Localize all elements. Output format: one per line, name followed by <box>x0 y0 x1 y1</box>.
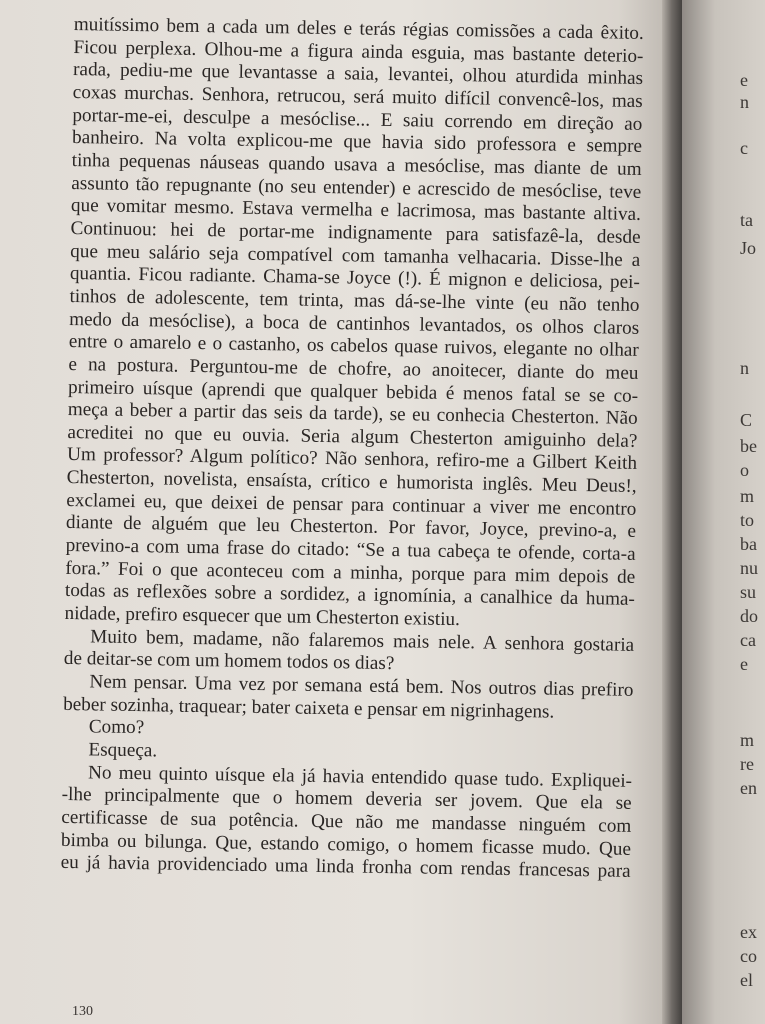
facing-page-fragment: o <box>740 460 749 480</box>
facing-page-fragment: en <box>740 778 757 798</box>
text-line: Nem pensar. Uma vez por semana está bem. Nos outros dias prefiro <box>89 671 634 701</box>
text-line: muitíssimo bem a cada um deles e terás régias comissões a cada êxito. <box>73 14 644 44</box>
facing-page-fragment: el <box>740 970 753 990</box>
facing-page-fragment: ca <box>740 630 756 650</box>
text-line: entre o amarelo e o castanho, os cabelos quase ruivos, elegante no olhar <box>68 331 639 362</box>
text-line: fora.” Foi o que aconteceu com a minha, porque para mim depois de <box>65 557 636 588</box>
text-line: primeiro uísque (aprendi que qualquer bebida é menos fatal se se co- <box>67 376 639 407</box>
text-line: bimba ou bilunga. Que, estando comigo, o homem ficasse mudo. Que <box>60 829 632 860</box>
text-line: Um professor? Algum político? Não senhora, refiro-me a Gilbert Keith <box>66 444 638 475</box>
text-line: Chesterton, novelista, ensaísta, crítico e humorista inglês. Meu Deus!, <box>66 467 637 498</box>
text-line: banheiro. Na volta explicou-me que havia sido professora e sempre <box>71 127 643 158</box>
facing-page-fragment: do <box>740 606 758 626</box>
book-right-page-edge <box>682 0 765 1024</box>
page-number: 130 <box>72 1004 93 1019</box>
text-line: meça a beber a partir das seis da tarde), se eu conhecia Chesterton. Não <box>67 399 638 430</box>
facing-page-fragment: m <box>740 486 755 506</box>
facing-page-fragment: n <box>740 92 749 112</box>
text-line: tinhos de adolescente, tem trinta, mas dá-se-lhe vinte (eu não tenho <box>69 285 640 316</box>
facing-page-fragment: C <box>740 410 753 430</box>
facing-page-fragment: e <box>740 70 748 90</box>
facing-page-fragment: su <box>740 582 757 602</box>
text-line: todas as reflexões sobre a sordidez, a ignomínia, a canalhice da huma- <box>64 580 636 611</box>
text-line: Ficou perplexa. Olhou-me a figura ainda esguia, mas bastante deterio- <box>73 36 644 67</box>
text-line: diante de alguém que leu Chesterton. Por favor, Joyce, previno-a, e <box>65 512 637 543</box>
facing-page-fragment: re <box>740 754 754 774</box>
text-line: acreditei no que eu ouvia. Seria algum Chesterton amiguinho dela? <box>67 421 638 452</box>
text-line: que meu salário seja compatível com tamanha velhacaria. Disse-lhe a <box>70 240 641 271</box>
text-line: Muito bem, madame, não falaremos mais nele. A senhora gostaria <box>90 626 635 656</box>
text-line: Esqueça. <box>88 739 158 762</box>
facing-page-fragment: nu <box>740 558 758 578</box>
text-line: de deitar-se com um homem todos os dias? <box>63 648 395 675</box>
facing-page-fragment: e <box>740 654 748 674</box>
facing-page-fragment: to <box>740 510 755 530</box>
facing-page-fragment: be <box>740 436 757 456</box>
facing-page-fragment: co <box>740 946 757 966</box>
text-line: rada, pediu-me que levantasse a saia, levantei, olhou aturdida minhas <box>72 59 644 90</box>
text-line: coxas murchas. Senhora, retrucou, será muito difícil convencê-los, mas <box>72 81 643 112</box>
text-line: exclamei eu, que deixei de pensar para continuar a viver me encontro <box>66 489 637 520</box>
text-line: que vomitar mesmo. Estava vermelha e lacrimosa, mas bastante altiva. <box>70 195 642 226</box>
text-line: -lhe principalmente que o homem deveria ser jovem. Que ela se <box>61 784 632 815</box>
text-line: beber sozinha, traquear; bater caixeta e pensar em nigrinhagens. <box>62 693 555 723</box>
text-line: portar-me-ei, desculpe a mesóclise... E saiu correndo em direção ao <box>72 104 643 135</box>
text-line: eu já havia providenciado uma linda fronha com rendas francesas para <box>60 852 631 883</box>
facing-page-fragment: Jo <box>740 238 757 258</box>
text-line: previno-a com uma frase do citado: “Se a tua cabeça te ofende, corta-a <box>65 535 636 565</box>
text-line: e na postura. Perguntou-me de chofre, ao anoitecer, diante do meu <box>68 353 639 384</box>
text-line: Continuou: hei de portar-me indignamente para satisfazê-la, desde <box>70 217 641 248</box>
facing-page-fragment: n <box>740 358 749 378</box>
text-line: nidade, prefiro esquecer que um Chesterton existiu. <box>64 602 461 631</box>
facing-page-fragment: ba <box>740 534 757 554</box>
facing-page-fragment: c <box>740 138 748 158</box>
page-text-block <box>60 14 643 884</box>
text-line: certificasse de sua potência. Que não me mandasse ninguém com <box>61 806 632 837</box>
facing-page-fragment: m <box>740 730 755 750</box>
text-line: assunto tão repugnante (no seu entender) e acrescido de mesóclise, teve <box>71 172 642 203</box>
text-line: tinha pequenas náuseas quando usava a mesóclise, mas diante de um <box>71 149 642 180</box>
facing-page-fragment: ex <box>740 922 757 942</box>
text-line: quantia. Ficou radiante. Chama-se Joyce (!). É mignon e deliciosa, pei- <box>69 263 641 294</box>
text-line: Como? <box>88 716 145 739</box>
text-line: medo da mesóclise), a boca de cantinhos levantados, os olhos claros <box>69 308 640 339</box>
facing-page-fragment: ta <box>740 210 753 230</box>
text-line: No meu quinto uísque ela já havia entendido quase tudo. Expliquei- <box>87 761 633 792</box>
book-gutter <box>662 0 684 1024</box>
